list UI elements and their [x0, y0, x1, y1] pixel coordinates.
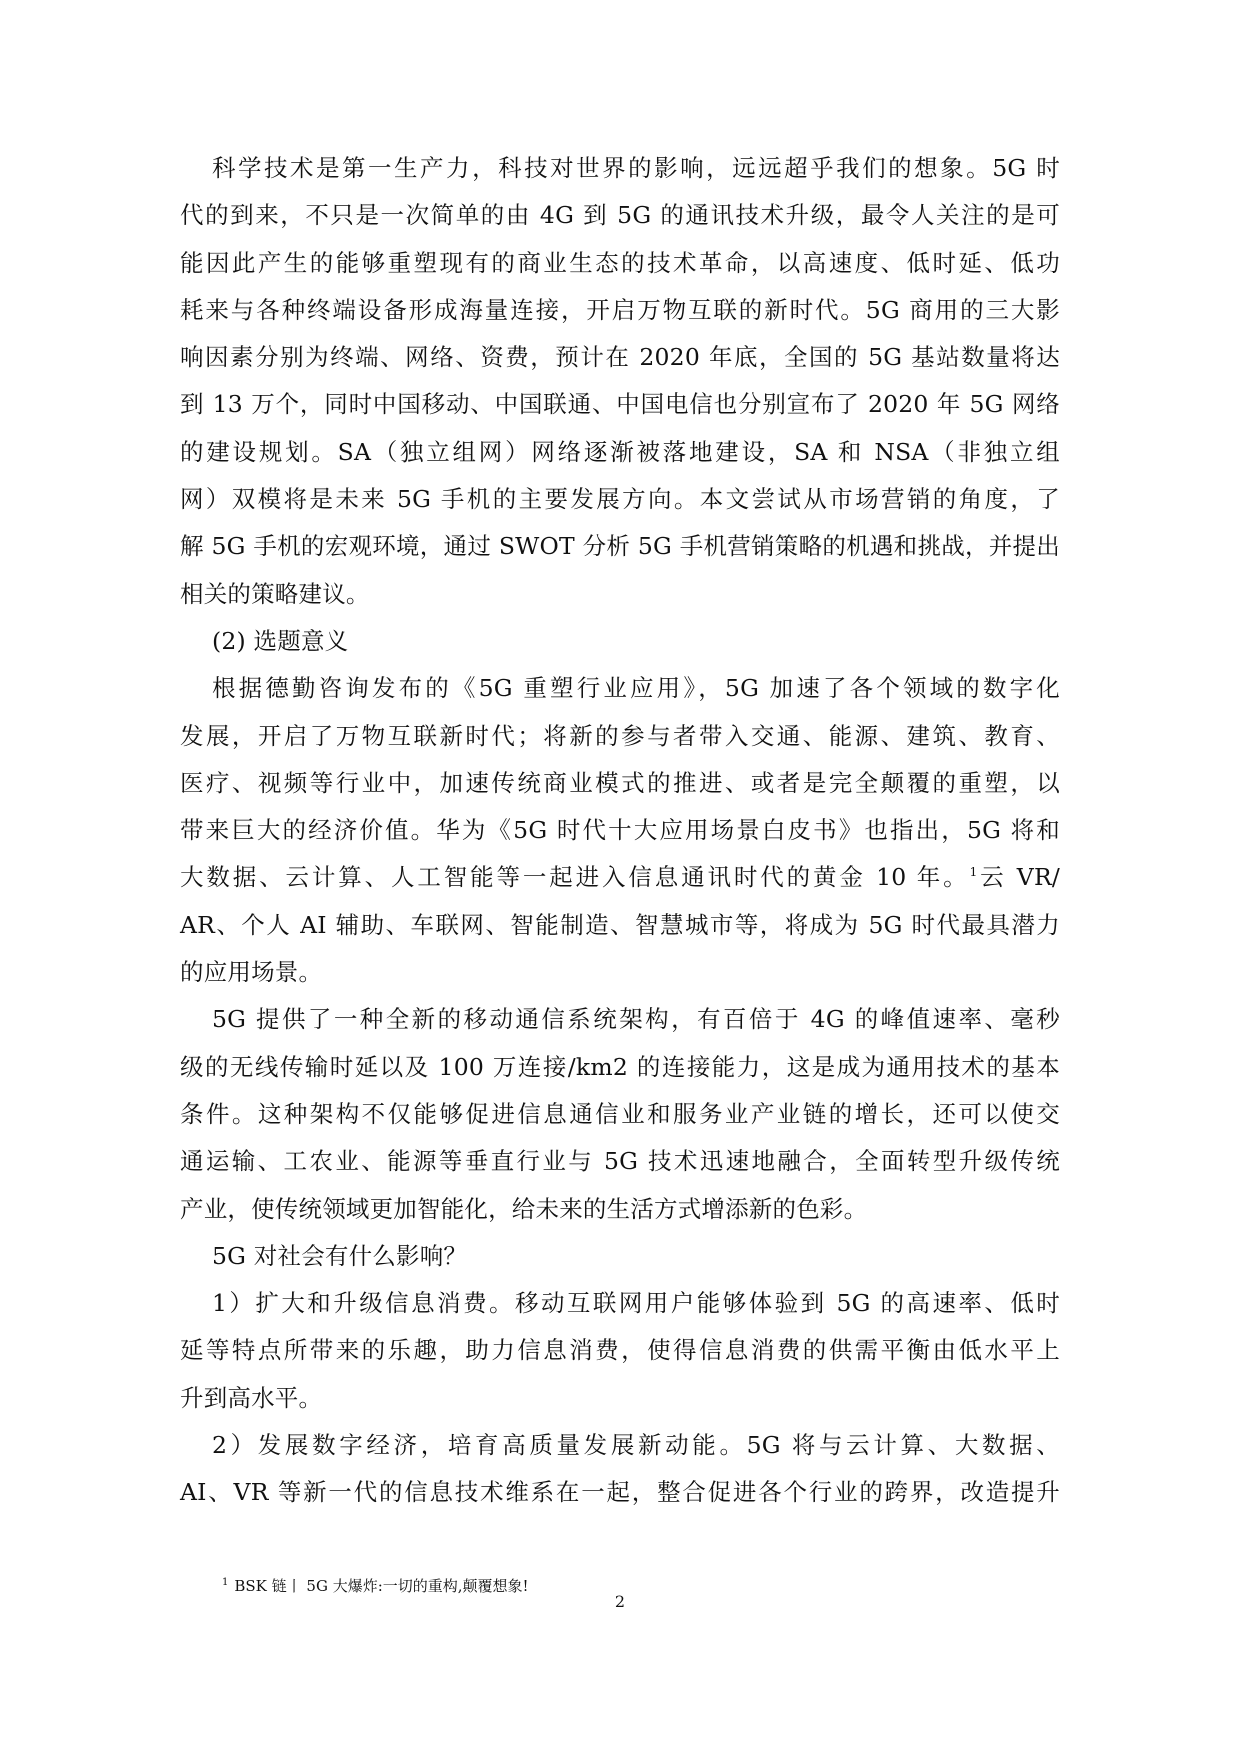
paragraph-deloitte [180, 665, 1060, 996]
text-line: 响因素分别为终端、网络、资费，预计在 2020 年底，全国的 5G 基站数量将达 [180, 343, 1060, 372]
text-line: 5G 提供了一种全新的移动通信系统架构，有百倍于 4G 的峰值速率、毫秒 [212, 1005, 1060, 1034]
text-line: 医疗、视频等行业中，加速传统商业模式的推进、或者是完全颠覆的重塑，以 [180, 768, 1060, 797]
text-line: 相关的策略建议。 [180, 579, 370, 608]
page-number: 2 [614, 1592, 626, 1611]
text-line: 带来巨大的经济价值。华为《5G 时代十大应用场景白皮书》也指出，5G 将和 [180, 816, 1060, 845]
paragraph-architecture [180, 996, 1060, 1232]
text-line: 代的到来，不只是一次简单的由 4G 到 5G 的通讯技术升级，最令人关注的是可 [180, 201, 1060, 230]
text-line: 发展，开启了万物互联新时代；将新的参与者带入交通、能源、建筑、教育、 [180, 721, 1060, 750]
text-line-with-footnote [180, 854, 1060, 901]
footnote-mark: 1 [222, 1577, 229, 1588]
text-line: 到 13 万个，同时中国移动、中国联通、中国电信也分别宣布了 2020 年 5G 网络 [180, 390, 1060, 419]
text-line: 能因此产生的能够重塑现有的商业生态的技术革命，以高速度、低时延、低功 [180, 248, 1060, 277]
text-line: AI、VR 等新一代的信息技术维系在一起，整合促进各个行业的跨界，改造提升 [180, 1478, 1060, 1507]
paragraph-point-2 [180, 1422, 1060, 1517]
text-line: 2）发展数字经济，培育高质量发展新动能。5G 将与云计算、大数据、 [212, 1431, 1060, 1460]
section-heading [180, 618, 1060, 665]
text-line: 升到高水平。 [180, 1383, 323, 1412]
footnote-text: BSK 链丨 5G 大爆炸:一切的重构,颠覆想象! [234, 1577, 529, 1595]
paragraph-point-1 [180, 1280, 1060, 1422]
document-body [180, 145, 1060, 1517]
text-line: 条件。这种架构不仅能够促进信息通信业和服务业产业链的增长，还可以使交 [180, 1099, 1060, 1128]
text-line: 根据德勤咨询发布的《5G 重塑行业应用》，5G 加速了各个领域的数字化 [212, 674, 1060, 703]
text-line: 解 5G 手机的宏观环境，通过 SWOT 分析 5G 手机营销策略的机遇和挑战，并提出 [180, 532, 1060, 561]
text-line: 耗来与各种终端设备形成海量连接，开启万物互联的新时代。5G 商用的三大影 [180, 295, 1060, 324]
text-line: 1）扩大和升级信息消费。移动互联网用户能够体验到 5G 的高速率、低时 [212, 1289, 1060, 1318]
text-segment: 云 VR/ [977, 863, 1060, 892]
text-line: 延等特点所带来的乐趣，助力信息消费，使得信息消费的供需平衡由低水平上 [180, 1336, 1060, 1365]
text-line: 科学技术是第一生产力，科技对世界的影响，远远超乎我们的想象。5G 时 [212, 154, 1060, 182]
paragraph-intro [180, 145, 1060, 618]
text-line: 的建设规划。SA（独立组网）网络逐渐被落地建设，SA 和 NSA（非独立组 [180, 437, 1060, 466]
text-line: AR、个人 AI 辅助、车联网、智能制造、智慧城市等，将成为 5G 时代最具潜力 [180, 910, 1060, 939]
text-line: 的应用场景。 [180, 958, 323, 987]
text-line: 产业，使传统领域更加智能化，给未来的生活方式增添新的色彩。 [180, 1194, 868, 1223]
text-line: 通运输、工农业、能源等垂直行业与 5G 技术迅速地融合，全面转型升级传统 [180, 1147, 1060, 1176]
paragraph-question [180, 1233, 1060, 1280]
text-line: 级的无线传输时延以及 100 万连接/km2 的连接能力，这是成为通用技术的基本 [180, 1052, 1060, 1081]
text-line: 5G 对社会有什么影响？ [212, 1241, 468, 1270]
text-segment: 大数据、云计算、人工智能等一起进入信息通讯时代的黄金 10 年。 [180, 863, 970, 892]
heading-text: (2) 选题意义 [212, 626, 349, 655]
text-line: 网）双模将是未来 5G 手机的主要发展方向。本文尝试从市场营销的角度，了 [180, 485, 1060, 514]
footnote-reference[interactable]: 1 [969, 865, 978, 880]
